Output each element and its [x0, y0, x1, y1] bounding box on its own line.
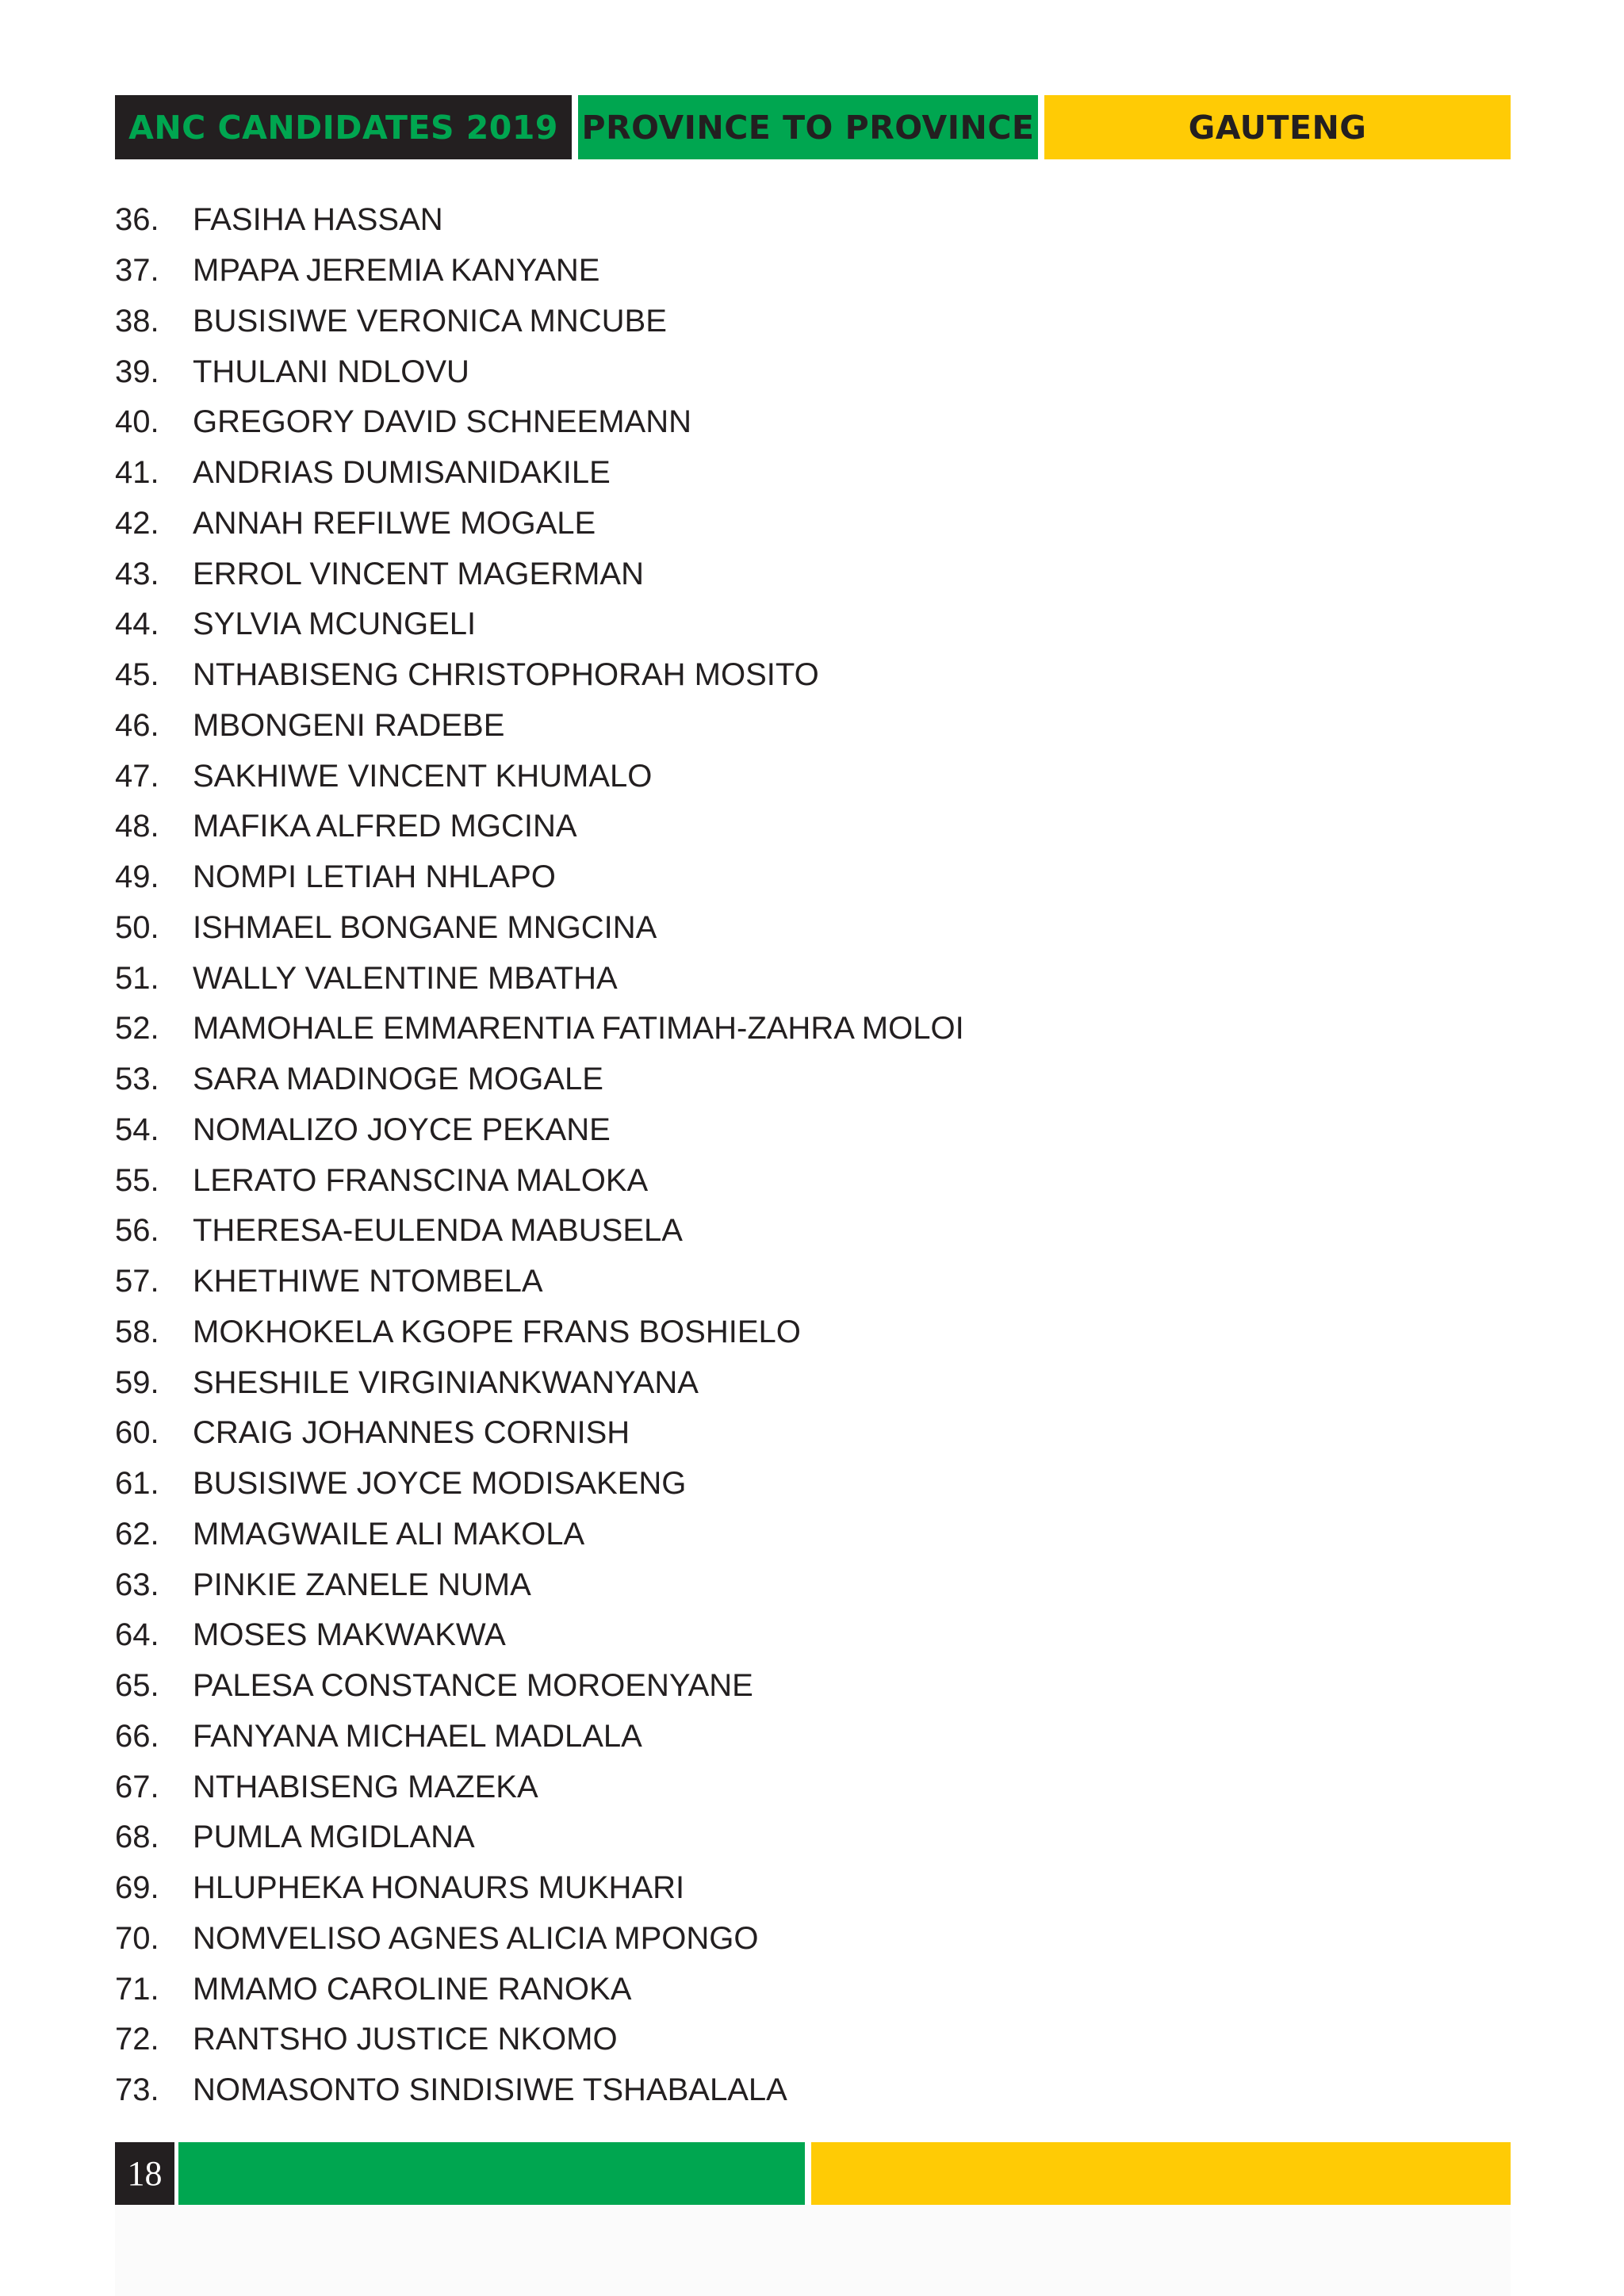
- candidate-number: 56.: [115, 1213, 159, 1249]
- candidate-number: 38.: [115, 303, 159, 339]
- candidate-number: 64.: [115, 1617, 159, 1653]
- candidate-name: MAFIKA ALFRED MGCINA: [193, 809, 577, 844]
- candidate-list-item: [115, 1914, 964, 1965]
- page-header: [115, 95, 1511, 159]
- candidate-name: THERESA-EULENDA MABUSELA: [193, 1213, 683, 1249]
- candidate-number: 73.: [115, 2072, 159, 2108]
- candidate-name: PALESA CONSTANCE MOROENYANE: [193, 1668, 753, 1704]
- footer-green-band: [178, 2142, 805, 2205]
- candidate-list-item: [115, 852, 964, 903]
- candidate-list-item: [115, 397, 964, 448]
- candidate-list-item: [115, 1661, 964, 1712]
- candidate-name: SYLVIA MCUNGELI: [193, 607, 477, 642]
- candidate-list-item: [115, 1408, 964, 1459]
- candidate-list-item: [115, 903, 964, 954]
- candidate-number: 59.: [115, 1364, 159, 1400]
- candidate-name: PINKIE ZANELE NUMA: [193, 1567, 531, 1602]
- candidate-number: 50.: [115, 909, 159, 945]
- candidate-list-item: [115, 751, 964, 802]
- candidate-name: MMAMO CAROLINE RANOKA: [193, 1971, 632, 2007]
- candidate-list-item: [115, 1812, 964, 1863]
- candidate-number: 70.: [115, 1920, 159, 1956]
- candidate-number: 53.: [115, 1062, 159, 1097]
- candidate-number: 43.: [115, 556, 159, 591]
- candidate-name: FANYANA MICHAEL MADLALA: [193, 1718, 642, 1754]
- candidate-name: THULANI NDLOVU: [193, 354, 469, 389]
- candidate-number: 65.: [115, 1668, 159, 1704]
- candidate-number: 42.: [115, 505, 159, 541]
- candidate-name: HLUPHEKA HONAURS MUKHARI: [193, 1870, 685, 1906]
- candidate-name: BUSISIWE JOYCE MODISAKENG: [193, 1466, 687, 1502]
- candidate-name: KHETHIWE NTOMBELA: [193, 1264, 543, 1299]
- candidate-number: 72.: [115, 2022, 159, 2057]
- candidate-number: 36.: [115, 202, 159, 238]
- candidate-name: LERATO FRANSCINA MALOKA: [193, 1162, 649, 1198]
- candidate-name: NTHABISENG MAZEKA: [193, 1769, 538, 1804]
- candidate-list-item: [115, 1712, 964, 1762]
- candidate-name: NOMASONTO SINDISIWE TSHABALALA: [193, 2072, 787, 2108]
- candidate-number: 51.: [115, 960, 159, 996]
- candidate-list-item: [115, 2015, 964, 2065]
- candidate-name: MMAGWAILE ALI MAKOLA: [193, 1516, 585, 1552]
- candidate-name: NTHABISENG CHRISTOPHORAH MOSITO: [193, 657, 819, 693]
- candidate-number: 52.: [115, 1011, 159, 1047]
- candidate-name: ISHMAEL BONGANE MNGCINA: [193, 909, 657, 945]
- candidate-number: 61.: [115, 1466, 159, 1502]
- candidate-list-item: [115, 1863, 964, 1914]
- candidate-number: 39.: [115, 354, 159, 389]
- candidate-list-item: [115, 1559, 964, 1610]
- candidate-list-item: [115, 802, 964, 852]
- candidate-name: CRAIG JOHANNES CORNISH: [193, 1415, 630, 1451]
- candidate-name: NOMALIZO JOYCE PEKANE: [193, 1112, 611, 1147]
- candidate-list-item: [115, 549, 964, 599]
- candidate-name: MAMOHALE EMMARENTIA FATIMAH-ZAHRA MOLOI: [193, 1011, 964, 1047]
- candidate-list-item: [115, 499, 964, 549]
- header-province: GAUTENG: [1188, 108, 1367, 147]
- candidate-list-item: [115, 1257, 964, 1307]
- candidate-name: FASIHA HASSAN: [193, 202, 443, 238]
- candidate-list-item: [115, 1105, 964, 1156]
- candidate-number: 60.: [115, 1415, 159, 1451]
- candidate-list-item: [115, 1307, 964, 1358]
- candidate-list-item: [115, 650, 964, 701]
- header-province-band: [1044, 95, 1511, 159]
- candidate-list-item: [115, 1004, 964, 1054]
- candidate-number: 46.: [115, 707, 159, 743]
- candidate-list-item: [115, 953, 964, 1004]
- candidate-list-item: [115, 2065, 964, 2116]
- candidate-name: NOMVELISO AGNES ALICIA MPONGO: [193, 1920, 759, 1956]
- candidate-number: 62.: [115, 1516, 159, 1552]
- candidate-number: 37.: [115, 253, 159, 289]
- candidate-number: 49.: [115, 859, 159, 895]
- candidate-list-item: [115, 1155, 964, 1206]
- candidate-list: [115, 195, 964, 2116]
- candidate-number: 63.: [115, 1567, 159, 1602]
- candidate-list-item: [115, 1510, 964, 1560]
- footer-yellow-band: [811, 2142, 1511, 2205]
- candidate-number: 68.: [115, 1820, 159, 1855]
- page-bottom-margin: [115, 2205, 1511, 2296]
- candidate-list-item: [115, 599, 964, 650]
- candidate-name: ANNAH REFILWE MOGALE: [193, 505, 596, 541]
- candidate-name: SHESHILE VIRGINIANKWANYANA: [193, 1364, 699, 1400]
- candidate-number: 55.: [115, 1162, 159, 1198]
- candidate-list-item: [115, 1762, 964, 1812]
- candidate-number: 40.: [115, 404, 159, 440]
- candidate-name: MPAPA JEREMIA KANYANE: [193, 253, 600, 289]
- header-title: ANC CANDIDATES 2019: [128, 108, 558, 147]
- candidate-name: WALLY VALENTINE MBATHA: [193, 960, 618, 996]
- candidate-number: 48.: [115, 809, 159, 844]
- candidate-list-item: [115, 701, 964, 752]
- candidate-name: SARA MADINOGE MOGALE: [193, 1062, 603, 1097]
- candidate-name: MOKHOKELA KGOPE FRANS BOSHIELO: [193, 1314, 801, 1349]
- candidate-list-item: [115, 1206, 964, 1257]
- candidate-name: ERROL VINCENT MAGERMAN: [193, 556, 644, 591]
- candidate-list-item: [115, 1459, 964, 1510]
- candidate-number: 54.: [115, 1112, 159, 1147]
- header-section: PROVINCE TO PROVINCE: [581, 108, 1035, 147]
- candidate-name: NOMPI LETIAH NHLAPO: [193, 859, 556, 895]
- candidate-name: BUSISIWE VERONICA MNCUBE: [193, 303, 667, 339]
- candidate-list-item: [115, 448, 964, 499]
- candidate-name: ANDRIAS DUMISANIDAKILE: [193, 455, 611, 491]
- candidate-number: 71.: [115, 1971, 159, 2007]
- candidate-list-item: [115, 195, 964, 246]
- page-number: 18: [115, 2142, 174, 2205]
- candidate-number: 47.: [115, 758, 159, 794]
- header-section-band: [578, 95, 1038, 159]
- candidate-number: 44.: [115, 607, 159, 642]
- candidate-list-item: [115, 246, 964, 297]
- candidate-number: 69.: [115, 1870, 159, 1906]
- candidate-name: MBONGENI RADEBE: [193, 707, 505, 743]
- candidate-list-item: [115, 346, 964, 397]
- page-footer: [115, 2142, 1511, 2205]
- candidate-list-item: [115, 1054, 964, 1105]
- candidate-number: 58.: [115, 1314, 159, 1349]
- candidate-number: 45.: [115, 657, 159, 693]
- candidate-name: GREGORY DAVID SCHNEEMANN: [193, 404, 692, 440]
- candidate-name: MOSES MAKWAKWA: [193, 1617, 506, 1653]
- header-title-band: [115, 95, 572, 159]
- candidate-number: 66.: [115, 1718, 159, 1754]
- candidate-number: 57.: [115, 1264, 159, 1299]
- candidate-number: 41.: [115, 455, 159, 491]
- candidate-number: 67.: [115, 1769, 159, 1804]
- candidate-list-item: [115, 1964, 964, 2015]
- candidate-name: RANTSHO JUSTICE NKOMO: [193, 2022, 618, 2057]
- candidate-list-item: [115, 1610, 964, 1661]
- candidate-name: SAKHIWE VINCENT KHUMALO: [193, 758, 653, 794]
- candidate-list-item: [115, 297, 964, 347]
- candidate-list-item: [115, 1357, 964, 1408]
- candidate-name: PUMLA MGIDLANA: [193, 1820, 475, 1855]
